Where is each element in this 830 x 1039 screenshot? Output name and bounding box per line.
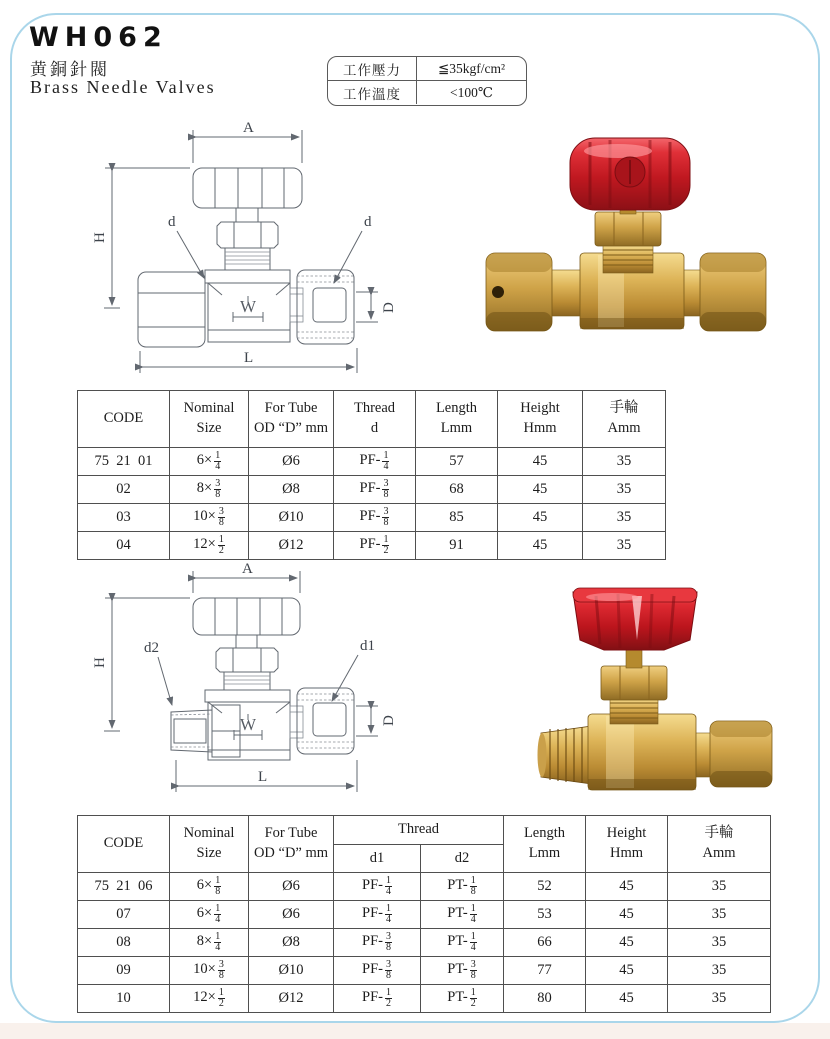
dim-d1-right	[332, 638, 375, 701]
header-line: For Tube	[264, 400, 318, 417]
dim-d-diameter	[356, 292, 397, 322]
code-cell: 03	[78, 504, 170, 532]
fraction: $\frac{1}{2}$	[218, 986, 224, 1009]
table1-body	[78, 448, 666, 560]
table-row	[78, 873, 771, 901]
header-line: Height	[606, 825, 647, 842]
header-line: For Tube	[264, 825, 318, 842]
fraction: $\frac{3}{8}$	[383, 477, 389, 500]
spec-row-pressure	[328, 57, 526, 80]
table1-head	[78, 391, 666, 448]
header-line: OD “D” mm	[253, 845, 329, 861]
table-cell: 85	[416, 504, 498, 532]
red-handwheel	[570, 138, 690, 210]
header-line: Lmm	[528, 845, 561, 861]
right-fitting-outline	[290, 270, 354, 344]
table-cell: PF- $\frac{3}{8}$	[334, 504, 416, 532]
dim-dia-label: D	[381, 302, 397, 313]
valve-photo-1	[475, 125, 805, 355]
fraction: $\frac{1}{8}$	[470, 874, 476, 897]
technical-drawing-1	[55, 112, 475, 387]
header-line: Thread	[353, 400, 396, 417]
fraction: $\frac{1}{4}$	[470, 902, 476, 925]
table-cell: PF- $\frac{1}{2}$	[334, 985, 421, 1013]
fraction: $\frac{1}{4}$	[385, 874, 391, 897]
right-compression-nut	[710, 721, 772, 787]
column-header	[78, 391, 170, 448]
page-bottom-margin	[0, 1023, 830, 1039]
code-cell: 07	[78, 901, 170, 929]
table2-body	[78, 873, 771, 1013]
column-header	[334, 816, 504, 845]
left-compression-nut	[486, 253, 552, 331]
column-header	[78, 816, 170, 873]
valve-handle-outline	[193, 168, 302, 208]
valve-stem-outline	[217, 208, 278, 270]
table-cell: 35	[668, 929, 771, 957]
table-cell: Ø8	[249, 929, 334, 957]
header-line: Height	[520, 400, 560, 417]
fraction: $\frac{3}{8}$	[215, 477, 221, 500]
dim-l-label: L	[258, 769, 268, 785]
header-line: Hmm	[609, 845, 644, 861]
dim-d-right-label: d1	[360, 638, 375, 654]
code-cell: 02	[78, 476, 170, 504]
table-cell: Ø8	[249, 476, 334, 504]
table-cell: PT- $\frac{3}{8}$	[421, 957, 504, 985]
table-cell: 35	[583, 476, 666, 504]
table-cell: 10× $\frac{3}{8}$	[170, 957, 249, 985]
header-line: Length	[435, 400, 478, 417]
table-cell: Ø6	[249, 873, 334, 901]
dim-h-label: H	[92, 657, 108, 668]
table-row	[78, 476, 666, 504]
model-code: WH062	[29, 22, 168, 53]
fraction: $\frac{1}{4}$	[215, 449, 221, 472]
dim-l	[140, 348, 357, 373]
table-cell: 57	[416, 448, 498, 476]
left-male-thread	[538, 726, 593, 784]
header-line: Size	[196, 420, 222, 436]
column-header	[586, 816, 668, 873]
column-header	[170, 391, 249, 448]
fraction: $\frac{1}{4}$	[470, 930, 476, 953]
valve-body-outline	[205, 690, 290, 760]
table-cell: Ø6	[249, 901, 334, 929]
table-cell: PF- $\frac{3}{8}$	[334, 929, 421, 957]
code-cell: 09	[78, 957, 170, 985]
dim-a	[193, 120, 302, 163]
column-header	[583, 391, 666, 448]
column-header	[416, 391, 498, 448]
table-cell: 6× $\frac{1}{4}$	[170, 901, 249, 929]
fraction: $\frac{1}{2}$	[383, 533, 389, 556]
column-header	[170, 816, 249, 873]
spec-table	[327, 56, 527, 106]
table-cell: 77	[504, 957, 586, 985]
header-line: 手輪	[704, 825, 734, 842]
fraction: $\frac{1}{2}$	[385, 986, 391, 1009]
table-cell: 12× $\frac{1}{2}$	[170, 985, 249, 1013]
dim-l	[176, 760, 357, 792]
table-row	[78, 504, 666, 532]
table-cell: 45	[586, 901, 668, 929]
table-cell: 8× $\frac{1}{4}$	[170, 929, 249, 957]
fraction: $\frac{1}{8}$	[215, 874, 221, 897]
table-cell: PT- $\frac{1}{4}$	[421, 901, 504, 929]
column-header	[504, 816, 586, 873]
technical-drawing-2	[55, 558, 475, 810]
table-cell: Ø10	[249, 957, 334, 985]
table-cell: 45	[586, 929, 668, 957]
table-cell: PT- $\frac{1}{4}$	[421, 929, 504, 957]
code-cell: 10	[78, 985, 170, 1013]
table-cell: 35	[583, 504, 666, 532]
table-cell: 45	[586, 873, 668, 901]
table-cell: 35	[668, 901, 771, 929]
header-line: Amm	[607, 420, 641, 436]
column-header	[334, 391, 416, 448]
fraction: $\frac{3}{8}$	[385, 958, 391, 981]
table-row	[78, 901, 771, 929]
dim-dia-label: D	[381, 715, 397, 726]
spec-value-pressure: ≦35kgf/cm²	[437, 60, 506, 76]
spec-label-temperature: 工作溫度	[328, 81, 417, 104]
header-line: Thread	[397, 821, 440, 838]
table-cell: 45	[498, 532, 583, 560]
header-line: Hmm	[523, 420, 557, 436]
table2-head	[78, 816, 771, 873]
dimension-table-male-female	[77, 815, 771, 1013]
right-compression-nut	[700, 253, 766, 331]
header-line: Nominal	[183, 400, 235, 417]
header-line: 手輪	[609, 400, 639, 417]
product-title-chinese: 黄銅針閥	[30, 60, 110, 79]
header-line: Nominal	[183, 825, 235, 842]
table-row	[78, 532, 666, 560]
table-cell: Ø6	[249, 448, 334, 476]
table-cell: 10× $\frac{3}{8}$	[170, 504, 249, 532]
table-cell: 66	[504, 929, 586, 957]
header-line: Size	[196, 845, 222, 861]
table-cell: PF- $\frac{1}{4}$	[334, 873, 421, 901]
table-cell: 12× $\frac{1}{2}$	[170, 532, 249, 560]
table-cell: PF- $\frac{1}{2}$	[334, 532, 416, 560]
table-cell: 6× $\frac{1}{8}$	[170, 873, 249, 901]
left-male-thread-outline	[171, 705, 240, 757]
table-cell: PT- $\frac{1}{2}$	[421, 985, 504, 1013]
table-cell: PF- $\frac{3}{8}$	[334, 957, 421, 985]
column-header	[249, 391, 334, 448]
spec-label-pressure: 工作壓力	[328, 57, 417, 80]
column-subheader: d1	[334, 845, 421, 873]
table-cell: 8× $\frac{3}{8}$	[170, 476, 249, 504]
dim-l-label: L	[244, 350, 254, 366]
spec-value-temperature: <100℃	[450, 84, 493, 100]
column-header	[668, 816, 771, 873]
code-cell: 75 21 01	[78, 448, 170, 476]
product-title-english: Brass Needle Valves	[30, 77, 216, 97]
dim-h-label: H	[92, 232, 108, 243]
header-line: CODE	[103, 835, 144, 852]
table-cell: 35	[668, 985, 771, 1013]
dim-d-right	[334, 214, 372, 283]
header-line: OD “D” mm	[253, 420, 329, 436]
dim-d-left-label: d	[168, 214, 176, 230]
dim-h	[92, 598, 190, 731]
table-cell: 91	[416, 532, 498, 560]
header-line: Length	[523, 825, 566, 842]
fraction: $\frac{1}{2}$	[470, 986, 476, 1009]
table-cell: 6× $\frac{1}{4}$	[170, 448, 249, 476]
dim-d-right-label: d	[364, 214, 372, 230]
table-row	[78, 929, 771, 957]
table-cell: 80	[504, 985, 586, 1013]
fraction: $\frac{3}{8}$	[383, 505, 389, 528]
header-line: d	[370, 420, 379, 436]
code-cell: 04	[78, 532, 170, 560]
fraction: $\frac{3}{8}$	[470, 958, 476, 981]
tube-bore-hole	[492, 286, 504, 298]
column-header	[249, 816, 334, 873]
dim-d-left-label: d2	[144, 640, 159, 656]
dim-a-label: A	[243, 120, 254, 136]
spec-row-temperature	[328, 80, 526, 104]
table-cell: 68	[416, 476, 498, 504]
code-cell: 75 21 06	[78, 873, 170, 901]
table-row	[78, 957, 771, 985]
valve-body	[588, 714, 696, 790]
table-cell: Ø12	[249, 532, 334, 560]
fraction: $\frac{1}{4}$	[215, 930, 221, 953]
fraction: $\frac{3}{8}$	[385, 930, 391, 953]
table-cell: PF- $\frac{1}{4}$	[334, 448, 416, 476]
bonnet-assembly	[601, 648, 667, 724]
column-header	[498, 391, 583, 448]
table-cell: Ø12	[249, 985, 334, 1013]
fraction: $\frac{1}{2}$	[218, 533, 224, 556]
table-cell: PF- $\frac{1}{4}$	[334, 901, 421, 929]
dim-d-left	[168, 214, 204, 278]
fraction: $\frac{1}{4}$	[383, 449, 389, 472]
table-cell: 35	[668, 957, 771, 985]
table-cell: 35	[583, 532, 666, 560]
header-line: Amm	[702, 845, 736, 861]
header-line: Lmm	[440, 420, 473, 436]
valve-handle-outline	[193, 598, 300, 635]
table-row	[78, 985, 771, 1013]
fraction: $\frac{3}{8}$	[218, 505, 224, 528]
body-w-mark: W	[239, 297, 257, 316]
table-cell: 52	[504, 873, 586, 901]
right-fitting-outline	[290, 688, 354, 754]
dim-a	[193, 561, 300, 593]
body-w-mark: W	[239, 715, 257, 734]
table-cell: PF- $\frac{3}{8}$	[334, 476, 416, 504]
valve-body-outline	[205, 270, 290, 342]
fraction: $\frac{1}{4}$	[385, 902, 391, 925]
table-cell: PT- $\frac{1}{8}$	[421, 873, 504, 901]
table-cell: 35	[668, 873, 771, 901]
table-cell: 45	[498, 476, 583, 504]
table-cell: 45	[498, 504, 583, 532]
left-fitting-outline	[138, 272, 205, 347]
fraction: $\frac{1}{4}$	[215, 902, 221, 925]
table-cell: 45	[498, 448, 583, 476]
table-cell: 53	[504, 901, 586, 929]
dim-d2-left	[144, 640, 172, 705]
fraction: $\frac{3}{8}$	[218, 958, 224, 981]
dim-a-label: A	[242, 561, 253, 577]
valve-stem-outline	[216, 635, 278, 690]
column-subheader: d2	[421, 845, 504, 873]
valve-photo-2	[525, 575, 825, 815]
table-cell: 45	[586, 957, 668, 985]
dim-h	[92, 168, 190, 308]
table-cell: 45	[586, 985, 668, 1013]
table-row	[78, 448, 666, 476]
red-handwheel	[573, 588, 697, 650]
dim-d-diameter	[356, 706, 397, 736]
header-line: CODE	[103, 410, 144, 427]
dimension-table-female	[77, 390, 666, 560]
table-cell: Ø10	[249, 504, 334, 532]
code-cell: 08	[78, 929, 170, 957]
table-cell: 35	[583, 448, 666, 476]
